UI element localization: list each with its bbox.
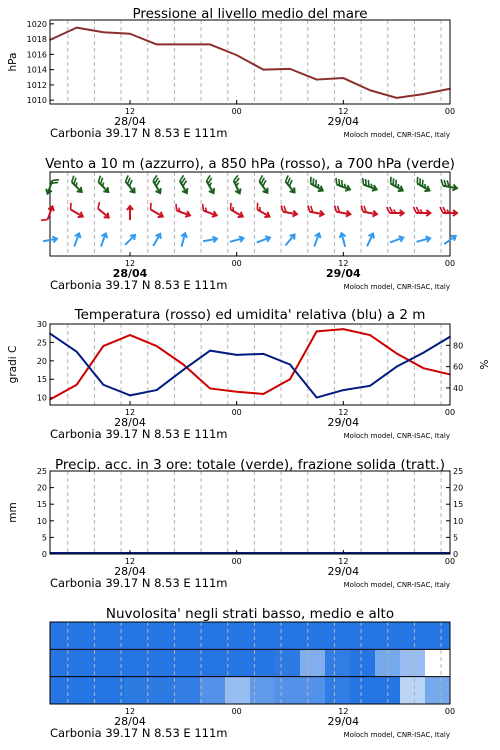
x-tick-label: 00 xyxy=(231,107,242,116)
location-label: Carbonia 39.17 N 8.53 E 111m xyxy=(50,726,228,740)
cloud-cell-alto xyxy=(200,622,226,649)
cloud-cell-medio xyxy=(350,649,376,676)
temperature-line-point xyxy=(76,384,78,386)
cloud-cell-basso xyxy=(425,677,451,704)
humidity-line-point xyxy=(289,364,291,366)
wind-barb-blue xyxy=(416,235,431,244)
cloud-cell-medio xyxy=(425,649,451,676)
wind-shaft xyxy=(125,235,135,245)
date-label: 28/04 xyxy=(114,416,146,429)
cloud-cell-basso xyxy=(275,677,301,704)
y-tick-label: 25 xyxy=(36,338,47,348)
humidity-line-point xyxy=(103,384,105,386)
pressure-line-point xyxy=(423,93,425,95)
y-tick-label: 1016 xyxy=(26,50,47,60)
wind-feather xyxy=(148,203,154,210)
wind-barb-green xyxy=(230,175,245,194)
cloud-cell-basso xyxy=(300,677,326,704)
wind-barb-blue xyxy=(123,233,137,247)
y-axis-label: hPa xyxy=(7,52,19,72)
cloud-cell-basso xyxy=(100,677,126,704)
x-tick-label: 12 xyxy=(124,557,136,566)
pressure-line-point xyxy=(263,69,265,71)
cloud-cell-medio xyxy=(225,649,251,676)
y-tick-label-right: 80 xyxy=(453,341,464,351)
chart-title: Vento a 10 m (azzurro), a 850 hPa (rosso), a 700 hPa (verde) xyxy=(45,156,455,172)
wind-barb-blue xyxy=(364,232,375,247)
cloud-cell-alto xyxy=(225,622,251,649)
temperature-line-point xyxy=(423,367,425,369)
location-label: Carbonia 39.17 N 8.53 E 111m xyxy=(50,427,228,441)
humidity-line-point xyxy=(76,351,78,353)
x-tick-label: 00 xyxy=(231,408,242,417)
cloud-cell-alto xyxy=(425,622,451,649)
cloud-cell-alto xyxy=(75,622,101,649)
cloud-cell-basso xyxy=(225,677,251,704)
wind-feather xyxy=(52,178,59,183)
y-tick-label: 25 xyxy=(36,467,47,476)
cloud-cell-alto xyxy=(50,622,76,649)
wind-barb-blue xyxy=(151,232,163,247)
cloud-cell-basso xyxy=(400,677,426,704)
temperature-line-point xyxy=(103,345,105,347)
humidity-line-point xyxy=(369,385,371,387)
humidity-line-point xyxy=(236,354,238,356)
y-tick-label-right: 5 xyxy=(453,533,459,543)
wind-barb-red xyxy=(200,204,219,218)
wind-barb-blue xyxy=(98,232,108,247)
source-label: Moloch model, CNR-ISAC, Italy xyxy=(343,731,450,739)
chart-title: Nuvolosita' negli strati basso, medio e alto xyxy=(105,606,395,622)
cloud-cell-medio xyxy=(250,649,276,676)
wind-barb-red xyxy=(306,205,324,217)
x-tick-label: 12 xyxy=(338,107,349,116)
pressure-line-point xyxy=(103,31,105,33)
x-tick-label: 12 xyxy=(338,259,349,268)
y-tick-label-right: 40 xyxy=(453,383,464,393)
x-tick-label: 00 xyxy=(444,259,456,268)
wind-barb-green xyxy=(307,177,326,193)
y-axis-label-right: % xyxy=(479,359,491,370)
wind-barb-red xyxy=(387,207,404,216)
y-tick-label: 1014 xyxy=(26,65,47,75)
wind-barb-green xyxy=(45,177,59,196)
wind-barb-blue xyxy=(71,232,81,247)
chart-title: Precip. acc. in 3 ore: totale (verde), frazione solida (tratt.) xyxy=(55,457,445,473)
y-tick-label: 30 xyxy=(36,320,47,329)
x-tick-label: 12 xyxy=(338,557,349,566)
cloud-cell-medio xyxy=(50,649,76,676)
wind-barb-green xyxy=(94,176,112,194)
pressure-line-point xyxy=(369,89,371,91)
precip-frame xyxy=(50,471,450,554)
temperature-line-point xyxy=(316,331,318,333)
wind-barb-blue xyxy=(311,232,321,247)
x-tick-label: 12 xyxy=(124,707,136,716)
cloud-cell-medio xyxy=(100,649,126,676)
wind-barb-green xyxy=(413,177,432,193)
wind-barb-red xyxy=(227,203,246,219)
wind-barb-green xyxy=(440,179,458,191)
wind-barb-red xyxy=(253,203,272,219)
cloud-cell-alto xyxy=(150,622,176,649)
source-label: Moloch model, CNR-ISAC, Italy xyxy=(343,581,450,589)
wind-barb-red xyxy=(67,203,86,219)
wind-feather xyxy=(68,203,74,210)
wind-barb-red xyxy=(173,204,192,218)
y-tick-label: 0 xyxy=(41,550,47,559)
temperature-line-point xyxy=(396,353,398,355)
cloud-cell-medio xyxy=(125,649,151,676)
pressure-line-point xyxy=(209,44,211,46)
y-tick-label: 20 xyxy=(36,483,47,493)
wind-barb-green xyxy=(255,175,272,194)
wind-barb-red xyxy=(413,207,430,216)
cloud-cell-medio xyxy=(175,649,201,676)
wind-barb-green xyxy=(67,176,85,194)
chart-title: Pressione al livello medio del mare xyxy=(132,6,368,22)
wind-barb-blue xyxy=(256,235,271,245)
cloud-cell-alto xyxy=(350,622,376,649)
cloud-cell-alto xyxy=(300,622,326,649)
cloud-cell-basso xyxy=(350,677,376,704)
cloud-cell-medio xyxy=(275,649,301,676)
source-label: Moloch model, CNR-ISAC, Italy xyxy=(343,283,450,291)
wind-barb-red xyxy=(147,203,166,219)
wind-barb-blue xyxy=(389,235,404,245)
cloud-cell-medio xyxy=(300,649,326,676)
y-axis-label: mm xyxy=(7,502,19,523)
x-tick-label: 12 xyxy=(124,259,136,268)
cloud-cell-medio xyxy=(325,649,351,676)
y-tick-label-right: 20 xyxy=(453,483,464,493)
wind-barb-green xyxy=(202,175,218,194)
wind-barb-red xyxy=(127,206,133,220)
date-label: 29/04 xyxy=(327,565,360,578)
cloud-cell-basso xyxy=(325,677,351,704)
cloud-cell-basso xyxy=(175,677,201,704)
wind-feather xyxy=(41,218,48,223)
wind-barb-blue xyxy=(179,232,188,247)
y-tick-label: 15 xyxy=(36,375,47,385)
cloud-cell-alto xyxy=(100,622,126,649)
temperature-line-point xyxy=(209,388,211,390)
date-label: 29/04 xyxy=(327,715,360,728)
pressure-line xyxy=(50,28,450,98)
y-tick-label: 10 xyxy=(36,393,47,403)
y-tick-label-right: 15 xyxy=(453,500,464,510)
location-label: Carbonia 39.17 N 8.53 E 111m xyxy=(50,278,228,292)
x-tick-label: 12 xyxy=(338,707,349,716)
source-label: Moloch model, CNR-ISAC, Italy xyxy=(343,131,450,139)
humidity-line-point xyxy=(343,389,345,391)
y-tick-label: 20 xyxy=(36,356,47,366)
cloud-cell-basso xyxy=(75,677,101,704)
temperature-line-point xyxy=(263,393,265,395)
wind-barb-green xyxy=(360,178,379,192)
y-axis-label: gradi C xyxy=(7,345,19,384)
y-tick-label: 1012 xyxy=(26,80,47,90)
pressure-line-point xyxy=(316,79,318,81)
x-tick-label: 12 xyxy=(124,408,136,417)
date-label: 29/04 xyxy=(326,267,361,280)
wind-barb-red xyxy=(333,205,351,217)
cloud-cell-medio xyxy=(75,649,101,676)
wind-barb-red xyxy=(440,207,457,216)
x-tick-label: 00 xyxy=(231,557,242,566)
x-tick-label: 00 xyxy=(444,557,456,566)
wind-barb-green xyxy=(281,175,299,194)
y-tick-label-right: 10 xyxy=(453,516,464,526)
humidity-line-point xyxy=(396,366,398,368)
temperature-line xyxy=(50,329,450,399)
humidity-line-point xyxy=(423,352,425,354)
chart-title: Temperatura (rosso) ed umidita' relativa (blu) a 2 m xyxy=(74,307,426,323)
wind-barb-green xyxy=(387,177,406,193)
pressure-line-point xyxy=(396,97,398,99)
date-label: 29/04 xyxy=(327,115,360,128)
date-label: 28/04 xyxy=(114,715,146,728)
wind-barb-blue xyxy=(229,235,244,244)
temperature-line-point xyxy=(156,345,158,347)
wind-barb-red xyxy=(41,204,55,223)
x-tick-label: 00 xyxy=(444,707,456,716)
humidity-line-point xyxy=(129,395,131,397)
humidity-line-point xyxy=(209,350,211,352)
humidity-line-point xyxy=(263,353,265,355)
x-tick-label: 00 xyxy=(231,707,242,716)
cloud-cell-alto xyxy=(400,622,426,649)
cloud-cell-medio xyxy=(200,649,226,676)
y-tick-label-right: 0 xyxy=(453,550,459,559)
cloud-cell-basso xyxy=(200,677,226,704)
temperature-line-point xyxy=(183,364,185,366)
pressure-line-point xyxy=(236,54,238,56)
pressure-line-point xyxy=(156,44,158,46)
date-label: 28/04 xyxy=(114,565,146,578)
cloud-cell-medio xyxy=(400,649,426,676)
wind-feather xyxy=(96,202,102,209)
x-tick-label: 00 xyxy=(231,259,242,268)
x-tick-label: 00 xyxy=(444,107,456,116)
temperature-line-point xyxy=(343,328,345,330)
cloud-cell-alto xyxy=(250,622,276,649)
cloud-cell-basso xyxy=(125,677,151,704)
y-tick-label: 1020 xyxy=(26,19,47,29)
date-label: 29/04 xyxy=(327,416,360,429)
x-tick-label: 00 xyxy=(444,408,456,417)
cloud-cell-alto xyxy=(125,622,151,649)
wind-barb-green xyxy=(176,175,192,194)
wind-barb-blue xyxy=(203,236,218,244)
humidity-line-point xyxy=(316,397,318,399)
pressure-line-point xyxy=(129,33,131,35)
pressure-line-point xyxy=(76,27,78,29)
wind-barb-red xyxy=(280,205,298,217)
x-tick-label: 12 xyxy=(124,107,136,116)
temperature-line-point xyxy=(369,334,371,336)
temperature-line-point xyxy=(289,378,291,380)
x-tick-label: 12 xyxy=(338,408,349,417)
cloud-cell-alto xyxy=(275,622,301,649)
wind-barb-blue xyxy=(339,232,348,247)
y-tick-label: 1018 xyxy=(26,35,47,45)
y-tick-label: 10 xyxy=(36,516,47,526)
location-label: Carbonia 39.17 N 8.53 E 111m xyxy=(50,576,228,590)
wind-barb-green xyxy=(333,178,352,192)
y-tick-label-right: 60 xyxy=(453,362,464,372)
y-tick-label: 5 xyxy=(41,533,47,543)
wind-barb-blue xyxy=(283,233,297,248)
location-label: Carbonia 39.17 N 8.53 E 111m xyxy=(50,126,228,140)
wind-barb-green xyxy=(149,175,165,194)
date-label: 28/04 xyxy=(114,115,146,128)
cloud-cell-medio xyxy=(150,649,176,676)
humidity-line-point xyxy=(183,369,185,371)
wind-barb-red xyxy=(360,205,378,217)
date-label: 28/04 xyxy=(112,267,148,280)
y-tick-label: 1010 xyxy=(26,96,47,106)
humidity-line-point xyxy=(156,389,158,391)
y-tick-label: 15 xyxy=(36,500,47,510)
source-label: Moloch model, CNR-ISAC, Italy xyxy=(343,432,450,440)
pressure-line-point xyxy=(289,68,291,70)
cloud-cell-basso xyxy=(50,677,76,704)
pressure-line-point xyxy=(183,44,185,46)
wind-barb-green xyxy=(121,175,139,194)
temperature-line-point xyxy=(236,391,238,393)
temperature-line-point xyxy=(129,334,131,336)
cloud-cell-alto xyxy=(325,622,351,649)
cloud-cell-basso xyxy=(250,677,276,704)
cloud-cell-alto xyxy=(175,622,201,649)
pressure-line-point xyxy=(343,77,345,79)
y-tick-label-right: 25 xyxy=(453,467,464,476)
wind-barb-red xyxy=(94,202,113,220)
cloud-cell-basso xyxy=(150,677,176,704)
